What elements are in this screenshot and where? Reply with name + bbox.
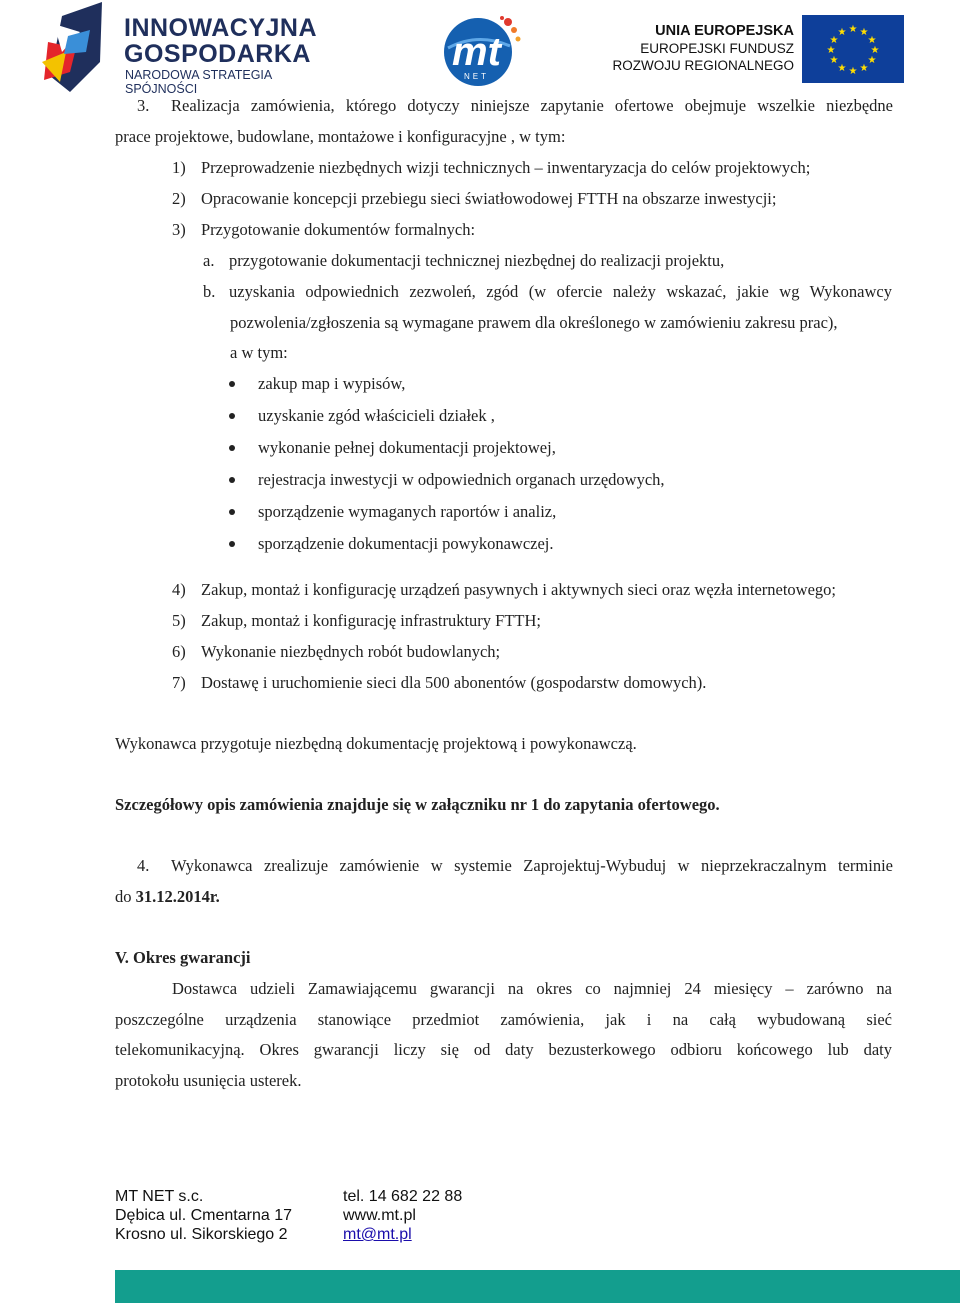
mt-net-text: NET xyxy=(464,72,489,81)
section-3-line1: Realizacja zamówienia, którego dotyczy niniejsze zapytanie ofertowe obejmuje wszelkie niezbędne xyxy=(171,96,893,115)
eu-flag-icon xyxy=(802,15,904,83)
svg-text:★: ★ xyxy=(829,35,839,46)
innowacyjna-gospodarka-logo xyxy=(40,2,340,94)
svg-text:★: ★ xyxy=(848,66,858,77)
mt-net-logo xyxy=(442,12,524,88)
svg-text:★: ★ xyxy=(859,27,869,38)
list-item-text: Przeprowadzenie niezbędnych wizji technicznych – inwentaryzacja do celów projektowych; xyxy=(201,158,811,177)
list-item-text: Zakup, montaż i konfigurację infrastruktury FTTH; xyxy=(201,611,541,630)
sub-item-a-text: przygotowanie dokumentacji technicznej niezbędnej do realizacji projektu, xyxy=(229,251,725,270)
sub-item-b-line2: pozwolenia/zgłoszenia są wymagane prawem dla określonego w zamówieniu zakresu prac), xyxy=(230,313,838,332)
warranty-line1: Dostawca udzieli Zamawiającemu gwarancji na okres co najmniej 24 miesięcy – zarówno na xyxy=(172,979,892,998)
bullet-item: zakup map i wypisów, xyxy=(258,374,406,393)
list-item-number: 1) xyxy=(172,158,186,177)
list-item-text: Dostawę i uruchomienie sieci dla 500 abonentów (gospodarstw domowych). xyxy=(201,673,707,692)
bullet-item: sporządzenie wymaganych raportów i analiz, xyxy=(258,502,557,521)
svg-text:★: ★ xyxy=(859,63,869,74)
footer-website[interactable]: www.mt.pl xyxy=(343,1207,416,1224)
mt-logo-text: mt xyxy=(452,30,501,74)
footer-address-2: Krosno ul. Sikorskiego 2 xyxy=(115,1226,288,1243)
sub-item-b-line1: uzyskania odpowiednich zezwoleń, zgód (w ofercie należy wskazać, jakie wg Wykonawcy xyxy=(229,282,892,301)
detailed-description-text: Szczegółowy opis zamówienia znajduje się w załączniku nr 1 do zapytania ofertowego. xyxy=(115,795,720,814)
svg-text:★: ★ xyxy=(867,35,877,46)
footer-company: MT NET s.c. xyxy=(115,1188,204,1205)
bullet-item: uzyskanie zgód właścicieli działek , xyxy=(258,406,495,425)
bullet-icon xyxy=(229,509,235,515)
warranty-line2: poszczególne urządzenia stanowiące przedmiot zamówienia, jak i na całą wybudowaną sieć xyxy=(115,1010,892,1029)
list-item-number: 7) xyxy=(172,673,186,692)
sub-item-b-label: b. xyxy=(203,282,216,301)
bullet-icon xyxy=(229,413,235,419)
list-item-number: 2) xyxy=(172,189,186,208)
list-item-text: Zakup, montaż i konfigurację urządzeń pasywnych i aktywnych sieci oraz węzła internetowego; xyxy=(201,580,837,599)
bullet-item: rejestracja inwestycji w odpowiednich organach urzędowych, xyxy=(258,470,665,489)
ig-line1: INNOWACYJNA xyxy=(124,14,318,42)
bullet-icon xyxy=(229,445,235,451)
svg-text:★: ★ xyxy=(837,63,847,74)
warranty-line4: protokołu usunięcia usterek. xyxy=(115,1071,302,1090)
sub-item-a-label: a. xyxy=(203,251,215,270)
bullet-item: sporządzenie dokumentacji powykonawczej. xyxy=(258,534,554,553)
deadline-date: 31.12.2014r. xyxy=(135,887,220,906)
deadline-prefix: do xyxy=(115,887,136,906)
footer-band xyxy=(115,1270,960,1303)
ue-line1: UNIA EUROPEJSKA xyxy=(655,23,794,39)
list-item-number: 3) xyxy=(172,220,186,239)
list-item-number: 5) xyxy=(172,611,186,630)
svg-text:★: ★ xyxy=(837,27,847,38)
svg-text:★: ★ xyxy=(829,55,839,66)
ig-line2: GOSPODARKA xyxy=(124,40,311,68)
ig-line3: NARODOWA STRATEGIA SPÓJNOŚCI xyxy=(125,68,272,96)
list-item-text: Wykonanie niezbędnych robót budowlanych; xyxy=(201,642,501,661)
list-item-number: 4) xyxy=(172,580,186,599)
unia-europejska-logo xyxy=(610,14,910,86)
bullet-icon xyxy=(229,477,235,483)
svg-text:★: ★ xyxy=(870,45,880,56)
section-3-number: 3. xyxy=(137,96,150,115)
svg-text:★: ★ xyxy=(867,55,877,66)
section-4-number: 4. xyxy=(137,856,150,875)
contractor-docs-text: Wykonawca przygotuje niezbędną dokumentację projektową i powykonawczą. xyxy=(115,734,637,753)
ig-star-icon xyxy=(40,2,104,94)
list-item-text: Opracowanie koncepcji przebiegu sieci światłowodowej FTTH na obszarze inwestycji; xyxy=(201,189,777,208)
list-item-text: Przygotowanie dokumentów formalnych: xyxy=(201,220,476,239)
bullet-icon xyxy=(229,541,235,547)
footer-email-link[interactable]: mt@mt.pl xyxy=(343,1226,412,1243)
section-3-line2: prace projektowe, budowlane, montażowe i konfiguracyjne , w tym: xyxy=(115,127,566,146)
list-item-number: 6) xyxy=(172,642,186,661)
section-v-title: V. Okres gwarancji xyxy=(115,948,251,967)
footer-phone: tel. 14 682 22 88 xyxy=(343,1188,463,1205)
sub-item-b-line3: a w tym: xyxy=(230,343,288,362)
svg-text:★: ★ xyxy=(826,45,836,56)
section-4-line1: Wykonawca zrealizuje zamówienie w systemie Zaprojektuj-Wybuduj w nieprzekraczalnym terminie xyxy=(171,856,893,875)
ue-line3: ROZWOJU REGIONALNEGO xyxy=(612,58,794,73)
ue-line2: EUROPEJSKI FUNDUSZ xyxy=(640,41,794,56)
warranty-line3: telekomunikacyjną. Okres gwarancji liczy się od daty bezusterkowego odbioru końcowego lub daty xyxy=(115,1040,892,1059)
footer-address-1: Dębica ul. Cmentarna 17 xyxy=(115,1207,292,1224)
section-4-line2 xyxy=(115,887,220,907)
svg-text:★: ★ xyxy=(848,24,858,35)
bullet-icon xyxy=(229,381,235,387)
bullet-item: wykonanie pełnej dokumentacji projektowej, xyxy=(258,438,556,457)
